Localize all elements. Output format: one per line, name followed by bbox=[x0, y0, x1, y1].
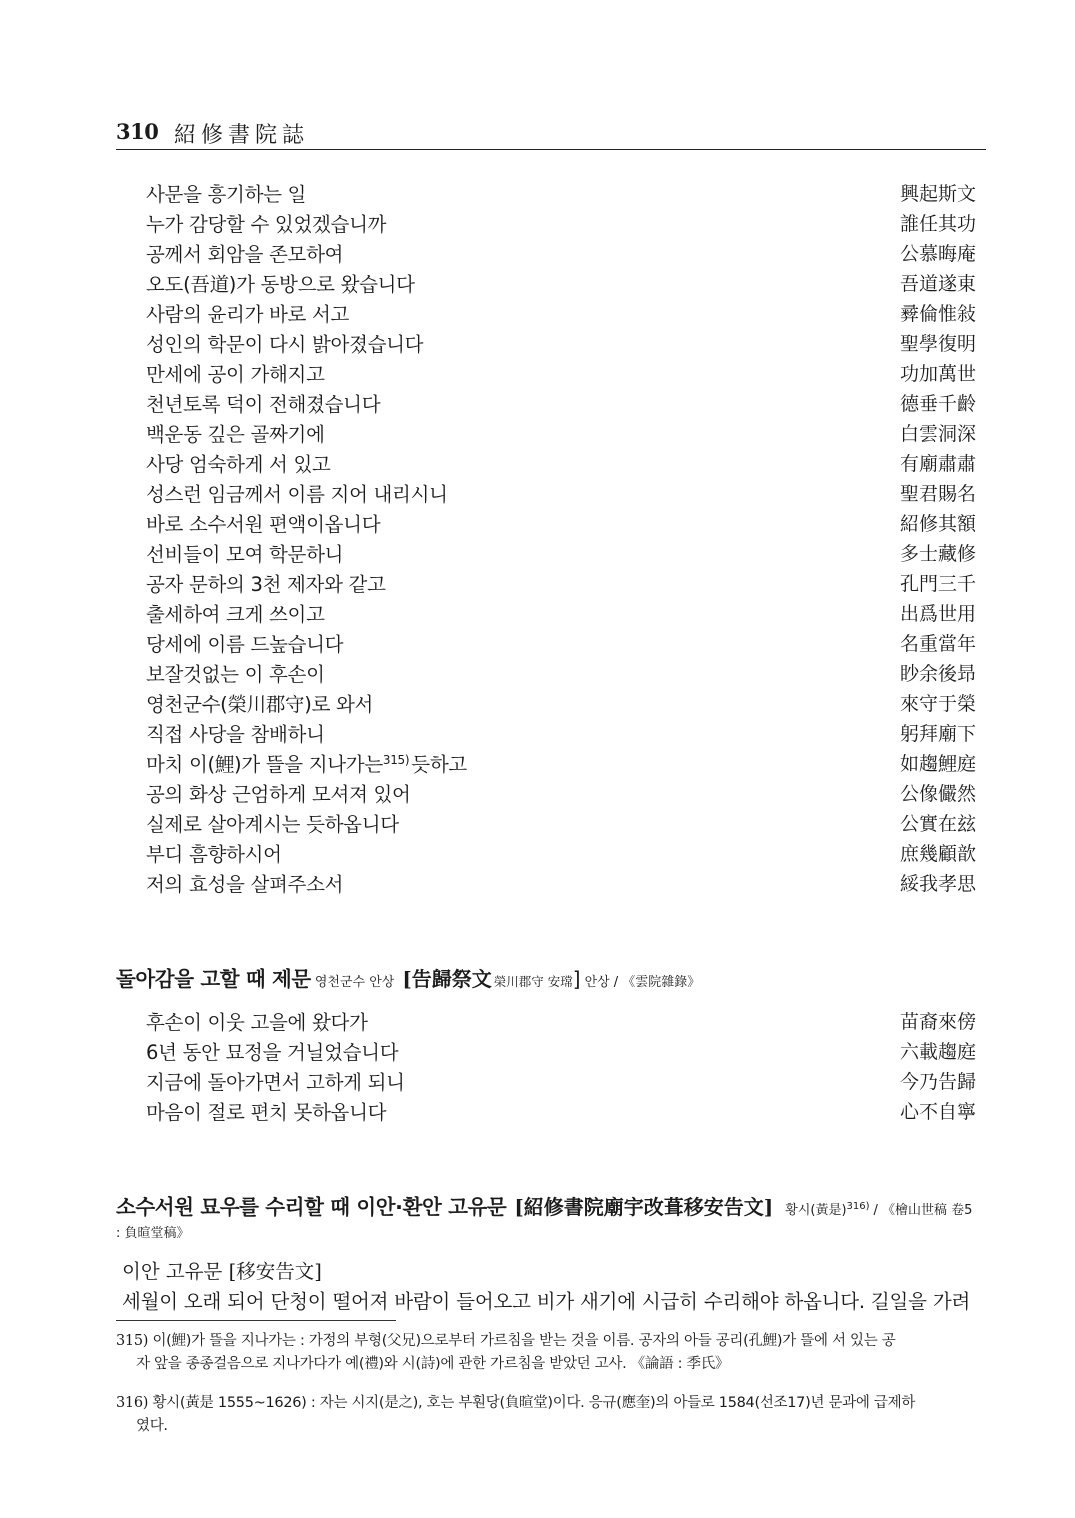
verse-hanja: 聖學復明 bbox=[899, 333, 976, 355]
verse-korean-text-after: 듯하고 bbox=[411, 753, 467, 776]
section3-author-footnote: 316) bbox=[846, 1201, 870, 1212]
verse-line bbox=[146, 236, 976, 266]
verse-korean-text: 사문을 흥기하는 일 bbox=[146, 183, 307, 206]
verse-line bbox=[146, 566, 976, 596]
verse-korean-text: 천년토록 덕이 전해졌습니다 bbox=[146, 393, 381, 416]
verse-korean-text: 누가 감당할 수 있었겠습니까 bbox=[146, 213, 387, 236]
verse-line bbox=[146, 416, 976, 446]
verse-korean-text: 저의 효성을 살펴주소서 bbox=[146, 873, 344, 896]
section2-tail: 안상 bbox=[584, 975, 610, 990]
verse-line bbox=[146, 386, 976, 416]
verse-korean bbox=[146, 539, 343, 567]
verse-line bbox=[146, 716, 976, 746]
verse-korean bbox=[146, 779, 411, 807]
verse-korean bbox=[146, 509, 380, 537]
verse-hanja: 六載趨庭 bbox=[899, 1041, 976, 1063]
verse-korean-text: 보잘것없는 이 후손이 bbox=[146, 663, 325, 686]
verse-korean bbox=[146, 839, 282, 867]
verse-line bbox=[146, 866, 976, 896]
section3-source-1: / 《檜山世稿 卷5 bbox=[873, 1203, 973, 1218]
verse-korean-text: 실제로 살아계시는 듯하옵니다 bbox=[146, 813, 399, 836]
section3-subtitle-han: 移安告文 bbox=[236, 1260, 315, 1283]
section2-title: 돌아감을 고할 때 제문 영천군수 안상 [告歸祭文 榮川郡守 安瑺] 안상 / 《雲院雜錄》 bbox=[116, 967, 701, 991]
verse-hanja: 心不自寧 bbox=[899, 1101, 976, 1123]
verse-korean bbox=[146, 659, 325, 687]
verse-korean bbox=[146, 449, 331, 477]
verse-line bbox=[146, 176, 976, 206]
section2-source: / 《雲院雜錄》 bbox=[613, 975, 701, 990]
verse-korean bbox=[146, 629, 343, 657]
section3-subtitle: 이안 고유문 [移安告文] bbox=[122, 1260, 322, 1283]
verse-korean bbox=[146, 689, 373, 717]
verse-line bbox=[146, 326, 976, 356]
verse-korean-text: 당세에 이름 드높습니다 bbox=[146, 633, 344, 656]
verse-line bbox=[146, 836, 976, 866]
footnote-text-line1: 황시(黃是 1555~1626) : 자는 시지(是之), 호는 부훤당(負暄堂)이다. 응규(應奎)의 아들로 1584(선조17)년 문과에 급제하 bbox=[152, 1395, 916, 1411]
verse-hanja: 公實在玆 bbox=[899, 813, 976, 835]
verse-korean-text: 후손이 이웃 고을에 왔다가 bbox=[146, 1011, 368, 1034]
verse-hanja: 誰任其功 bbox=[899, 213, 976, 235]
verse-korean-text: 직접 사당을 참배하니 bbox=[146, 723, 325, 746]
verse-korean-text: 만세에 공이 가해지고 bbox=[146, 363, 325, 386]
footnote-ref: 315) bbox=[382, 753, 410, 767]
verse-line bbox=[146, 506, 976, 536]
verse-line bbox=[146, 656, 976, 686]
verse-korean-text: 바로 소수서원 편액이옵니다 bbox=[146, 513, 381, 536]
verse-korean-text: 출세하여 크게 쓰이고 bbox=[146, 603, 325, 626]
verse-line bbox=[146, 1004, 976, 1034]
section3-source-2: : 負暄堂稿》 bbox=[116, 1226, 190, 1241]
verse-korean bbox=[146, 719, 325, 747]
footnote-text-line1: 이(鯉)가 뜰을 지나가는 : 가정의 부형(父兄)으로부터 가르침을 받는 것을 이름. 공자의 아들 공리(孔鯉)가 뜰에 서 있는 공 bbox=[152, 1333, 896, 1349]
verse-korean bbox=[146, 179, 306, 207]
verse-korean bbox=[146, 329, 423, 357]
verse-korean bbox=[146, 869, 343, 897]
verse-hanja: 綏我孝思 bbox=[899, 873, 976, 895]
footnote-315 bbox=[116, 1330, 978, 1376]
verse-line bbox=[146, 446, 976, 476]
section3-title-han: 紹修書院廟宇改葺移安告文 bbox=[523, 1195, 764, 1219]
section2-verses bbox=[146, 1004, 976, 1124]
verse-line bbox=[146, 536, 976, 566]
verse-korean-text: 백운동 깊은 골짜기에 bbox=[146, 423, 325, 446]
verse-hanja: 功加萬世 bbox=[899, 363, 976, 385]
verse-hanja: 躬拜廟下 bbox=[899, 723, 976, 745]
verse-hanja: 彛倫惟敍 bbox=[899, 303, 976, 325]
verse-hanja: 白雲洞深 bbox=[899, 423, 976, 445]
verse-hanja: 孔門三千 bbox=[899, 573, 976, 595]
verse-hanja: 出爲世用 bbox=[899, 603, 976, 625]
section3-prose: 세월이 오래 되어 단청이 떨어져 바람이 들어오고 비가 새기에 시급히 수리해야 하옵니다. 길일을 가려 bbox=[122, 1290, 971, 1313]
verse-line bbox=[146, 356, 976, 386]
verse-hanja: 聖君賜名 bbox=[899, 483, 976, 505]
verse-korean bbox=[146, 1037, 398, 1065]
section2-title-han: 告歸祭文 bbox=[411, 967, 492, 991]
verse-korean-text: 공께서 회암을 존모하여 bbox=[146, 243, 344, 266]
book-title: 紹修書院誌 bbox=[174, 123, 310, 148]
verse-korean bbox=[146, 209, 386, 237]
verse-line bbox=[146, 806, 976, 836]
footnote-divider bbox=[116, 1320, 396, 1321]
verse-korean bbox=[146, 599, 325, 627]
verse-korean bbox=[146, 299, 349, 327]
section3-title: 소수서원 묘우를 수리할 때 이안·환안 고유문 [紹修書院廟宇改葺移安告文] 황시(黃是)$^{316)}$ / 《檜山世稿 卷5 bbox=[116, 1195, 973, 1219]
verse-korean-text: 사람의 윤리가 바로 서고 bbox=[146, 303, 350, 326]
verse-korean bbox=[146, 419, 325, 447]
footnote-316 bbox=[116, 1392, 978, 1438]
verse-hanja: 今乃告歸 bbox=[899, 1071, 976, 1093]
verse-hanja: 多士藏修 bbox=[899, 543, 976, 565]
verse-hanja: 興起斯文 bbox=[899, 183, 976, 205]
verse-hanja: 紹修其額 bbox=[899, 513, 976, 535]
verse-korean-text: 성인의 학문이 다시 밝아졌습니다 bbox=[146, 333, 424, 356]
verse-line bbox=[146, 1034, 976, 1064]
verse-hanja: 苗裔來傍 bbox=[899, 1011, 976, 1033]
verse-korean-text: 영천군수(榮川郡守)로 와서 bbox=[146, 693, 374, 716]
verse-korean bbox=[146, 1007, 368, 1035]
verse-hanja: 眇余後昻 bbox=[899, 663, 976, 685]
verse-line bbox=[146, 746, 976, 776]
verse-korean-text: 마치 이(鯉)가 뜰을 지나가는 bbox=[146, 753, 383, 776]
verse-line bbox=[146, 776, 976, 806]
verse-korean bbox=[146, 389, 380, 417]
verse-korean bbox=[146, 239, 343, 267]
verse-korean-text: 성스런 임금께서 이름 지어 내리시니 bbox=[146, 483, 448, 506]
verse-korean bbox=[146, 269, 415, 297]
running-header bbox=[116, 117, 986, 150]
section2-author-ko: 영천군수 안상 bbox=[314, 975, 395, 990]
verse-line bbox=[146, 476, 976, 506]
verse-korean-text: 사당 엄숙하게 서 있고 bbox=[146, 453, 331, 476]
verse-line bbox=[146, 626, 976, 656]
verse-hanja: 名重當年 bbox=[899, 633, 976, 655]
verse-korean-text: 공자 문하의 3천 제자와 같고 bbox=[146, 573, 386, 596]
verse-korean bbox=[146, 749, 467, 777]
verse-hanja: 公慕晦庵 bbox=[899, 243, 976, 265]
section1-verses bbox=[146, 176, 976, 896]
verse-korean-text: 부디 흠향하시어 bbox=[146, 843, 282, 866]
verse-line bbox=[146, 266, 976, 296]
verse-hanja: 吾道遂東 bbox=[899, 273, 976, 295]
verse-hanja: 如趨鯉庭 bbox=[899, 753, 976, 775]
verse-hanja: 有廟肅肅 bbox=[899, 453, 976, 475]
verse-hanja: 來守于榮 bbox=[899, 693, 976, 715]
verse-korean bbox=[146, 809, 399, 837]
section3-title-ko: 소수서원 묘우를 수리할 때 이안·환안 고유문 bbox=[116, 1195, 507, 1219]
page-number: 310 bbox=[116, 119, 159, 144]
verse-hanja: 庶幾顧歆 bbox=[899, 843, 976, 865]
footnote-number: 315) bbox=[116, 1333, 149, 1349]
verse-korean-text: 마음이 절로 편치 못하옵니다 bbox=[146, 1101, 387, 1124]
section2-author-han: 榮川郡守 安瑺 bbox=[493, 974, 573, 989]
verse-korean-text: 6년 동안 묘정을 거닐었습니다 bbox=[146, 1041, 399, 1064]
verse-line bbox=[146, 1064, 976, 1094]
verse-korean-text: 지금에 돌아가면서 고하게 되니 bbox=[146, 1071, 405, 1094]
verse-korean bbox=[146, 1097, 386, 1125]
footnote-text-line2: 자 앞을 종종걸음으로 지나가다가 예(禮)와 시(詩)에 관한 가르침을 받았던 고사. 《論語 : 季氏》 bbox=[136, 1356, 730, 1372]
verse-line bbox=[146, 1094, 976, 1124]
section2-title-ko: 돌아감을 고할 때 제문 bbox=[116, 967, 311, 991]
footnote-number: 316) bbox=[116, 1395, 149, 1411]
verse-korean-text: 선비들이 모여 학문하니 bbox=[146, 543, 344, 566]
verse-korean bbox=[146, 569, 386, 597]
verse-line bbox=[146, 296, 976, 326]
verse-hanja: 公像儼然 bbox=[899, 783, 976, 805]
verse-hanja: 德垂千齡 bbox=[899, 393, 976, 415]
footnote-text-line2: 였다. bbox=[136, 1418, 168, 1434]
section3-subtitle-ko: 이안 고유문 bbox=[122, 1260, 223, 1283]
verse-korean-text: 오도(吾道)가 동방으로 왔습니다 bbox=[146, 273, 415, 296]
verse-korean bbox=[146, 359, 325, 387]
verse-korean bbox=[146, 479, 448, 507]
verse-korean-text: 공의 화상 근엄하게 모셔져 있어 bbox=[146, 783, 411, 806]
section3-author: 황시(黃是) bbox=[785, 1203, 847, 1218]
verse-korean bbox=[146, 1067, 405, 1095]
verse-line bbox=[146, 596, 976, 626]
verse-line bbox=[146, 206, 976, 236]
verse-line bbox=[146, 686, 976, 716]
